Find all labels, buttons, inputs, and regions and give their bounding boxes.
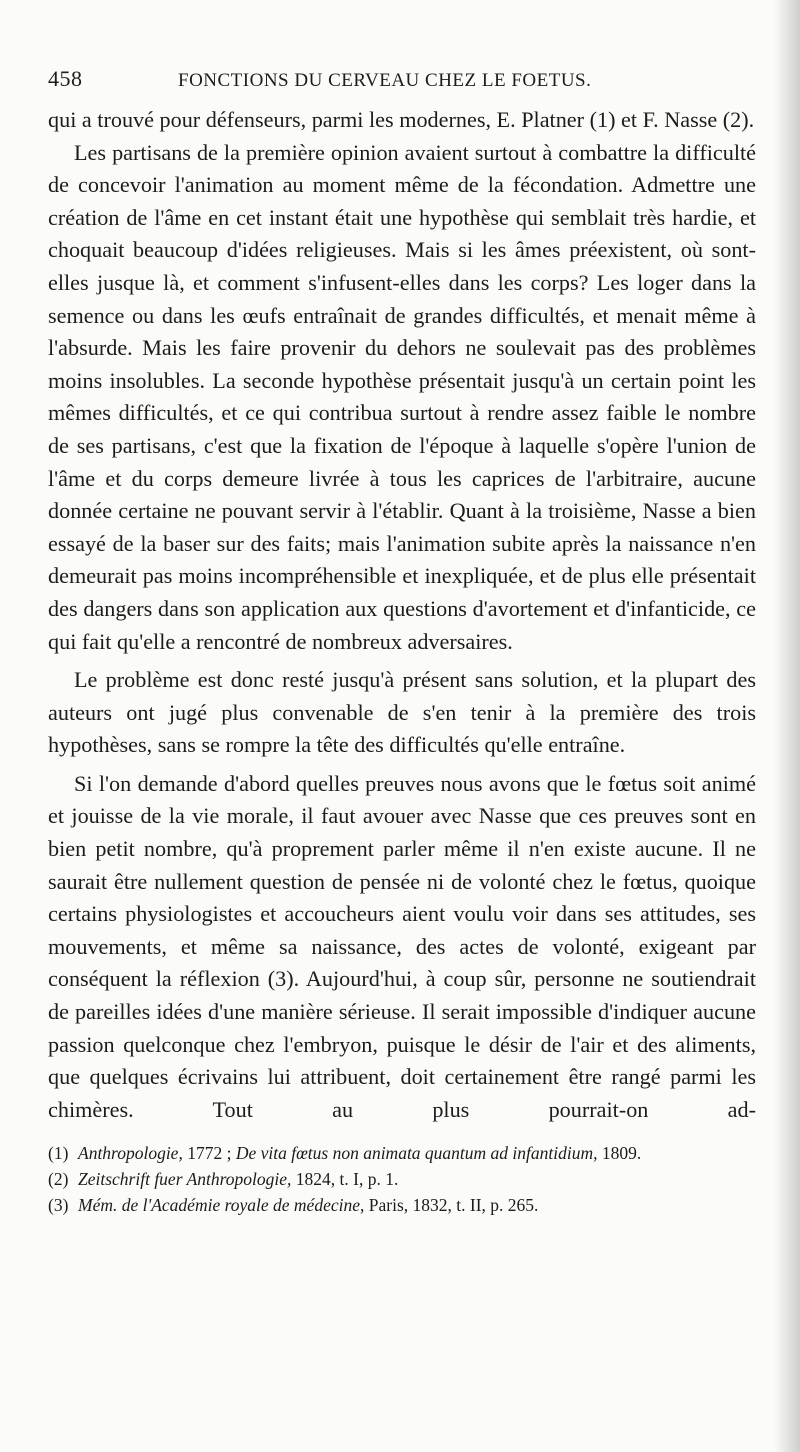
running-title: FONCTIONS DU CERVEAU CHEZ LE FOETUS. <box>178 70 592 91</box>
page-header <box>48 66 756 104</box>
footnote-title: De vita fœtus non animata quantum ad infantidium, <box>235 1143 598 1164</box>
footnote-3 <box>48 1192 756 1218</box>
footnote-text: 1809. <box>597 1143 642 1164</box>
paragraph-problem: Le problème est donc resté jusqu'à présent sans solution, et la plupart des auteurs ont jugé plus convenable de s'en tenir à la première des trois hypothèses, sans se rompre la tête des difficultés qu'elle entraîne. <box>48 667 756 758</box>
footnotes <box>48 1140 756 1218</box>
footnote-1 <box>48 1140 756 1166</box>
footnote-number: (2) <box>48 1169 69 1190</box>
page-body <box>48 104 756 1126</box>
footnote-title: Zeitschrift fuer Anthropologie, <box>78 1169 292 1190</box>
footnote-number: (1) <box>48 1143 69 1164</box>
footnote-2 <box>48 1166 756 1192</box>
page-number: 458 <box>48 66 83 91</box>
book-page <box>48 66 756 1218</box>
footnote-text: 1772 ; <box>187 1143 236 1164</box>
footnote-text: 1824, t. I, p. 1. <box>291 1169 399 1190</box>
footnote-title: Mém. de l'Académie royale de médecine <box>78 1195 360 1216</box>
paragraph-evidence: Si l'on demande d'abord quelles preuves nous avons que le fœtus soit animé et jouisse de la vie morale, il faut avouer avec Nasse que ces preuves sont en bien petit nombre, qu'à proprement parler même il n'en existe aucune. Il ne saurait être nullement question de pensée ni de volonté chez le fœtus, quoique certains physiologistes et accoucheurs aient voulu voir dans ses attitudes, ses mouvements, et même sa naissance, des actes de volonté, exigeant par conséquent la réflexion (3). Aujourd'hui, à coup sûr, personne ne soutiendrait de pareilles idées d'une manière sérieuse. Il serait impossible d'indiquer aucune passion quelconque chez l'embryon, puisque le désir de l'air et des aliments, que quelques écrivains lui attribuent, doit certainement être rangé parmi les chimères. Tout au plus pourrait-on ad- <box>48 770 756 1122</box>
footnote-title: Anthropologie, <box>78 1143 183 1164</box>
page-edge-shadow <box>774 0 800 1452</box>
paragraph-hypotheses: Les partisans de la première opinion avaient surtout à combattre la difficulté de concevoir l'animation au moment même de la fécondation. Admettre une création de l'âme en cet instant était une hypothèse qui semblait très hardie, et choquait beaucoup d'idées religieuses. Mais si les âmes préexistent, où sont-elles jusque là, et comment s'infusent-elles dans les corps? Les loger dans la semence ou dans les œufs entraînait de grandes difficultés, et menait même à l'absurde. Mais les faire provenir du dehors ne soulevait pas des problèmes moins insolubles. La seconde hypothèse présentait jusqu'à un certain point les mêmes difficultés, et ce qui contribua surtout à rendre assez faible le nombre de ses partisans, c'est que la fixation de l'époque à laquelle s'opère l'union de l'âme et du corps demeure livrée à tous les caprices de l'arbitraire, aucune donnée certaine ne pouvant servir à l'établir. Quant à la troisième, Nasse a bien essayé de la baser sur des faits; mais l'animation subite après la naissance n'en demeurait pas moins incompréhensible et inexpliquée, et de plus elle présentait des dangers dans son application aux questions d'avortement et d'infanticide, ce qui fait qu'elle a rencontré de nombreux adversaires. <box>48 139 756 654</box>
footnote-text: , Paris, 1832, t. II, p. 265. <box>360 1195 539 1216</box>
paragraph-continuation: qui a trouvé pour défenseurs, parmi les modernes, E. Platner (1) et F. Nasse (2). <box>48 107 755 132</box>
footnote-number: (3) <box>48 1195 69 1216</box>
